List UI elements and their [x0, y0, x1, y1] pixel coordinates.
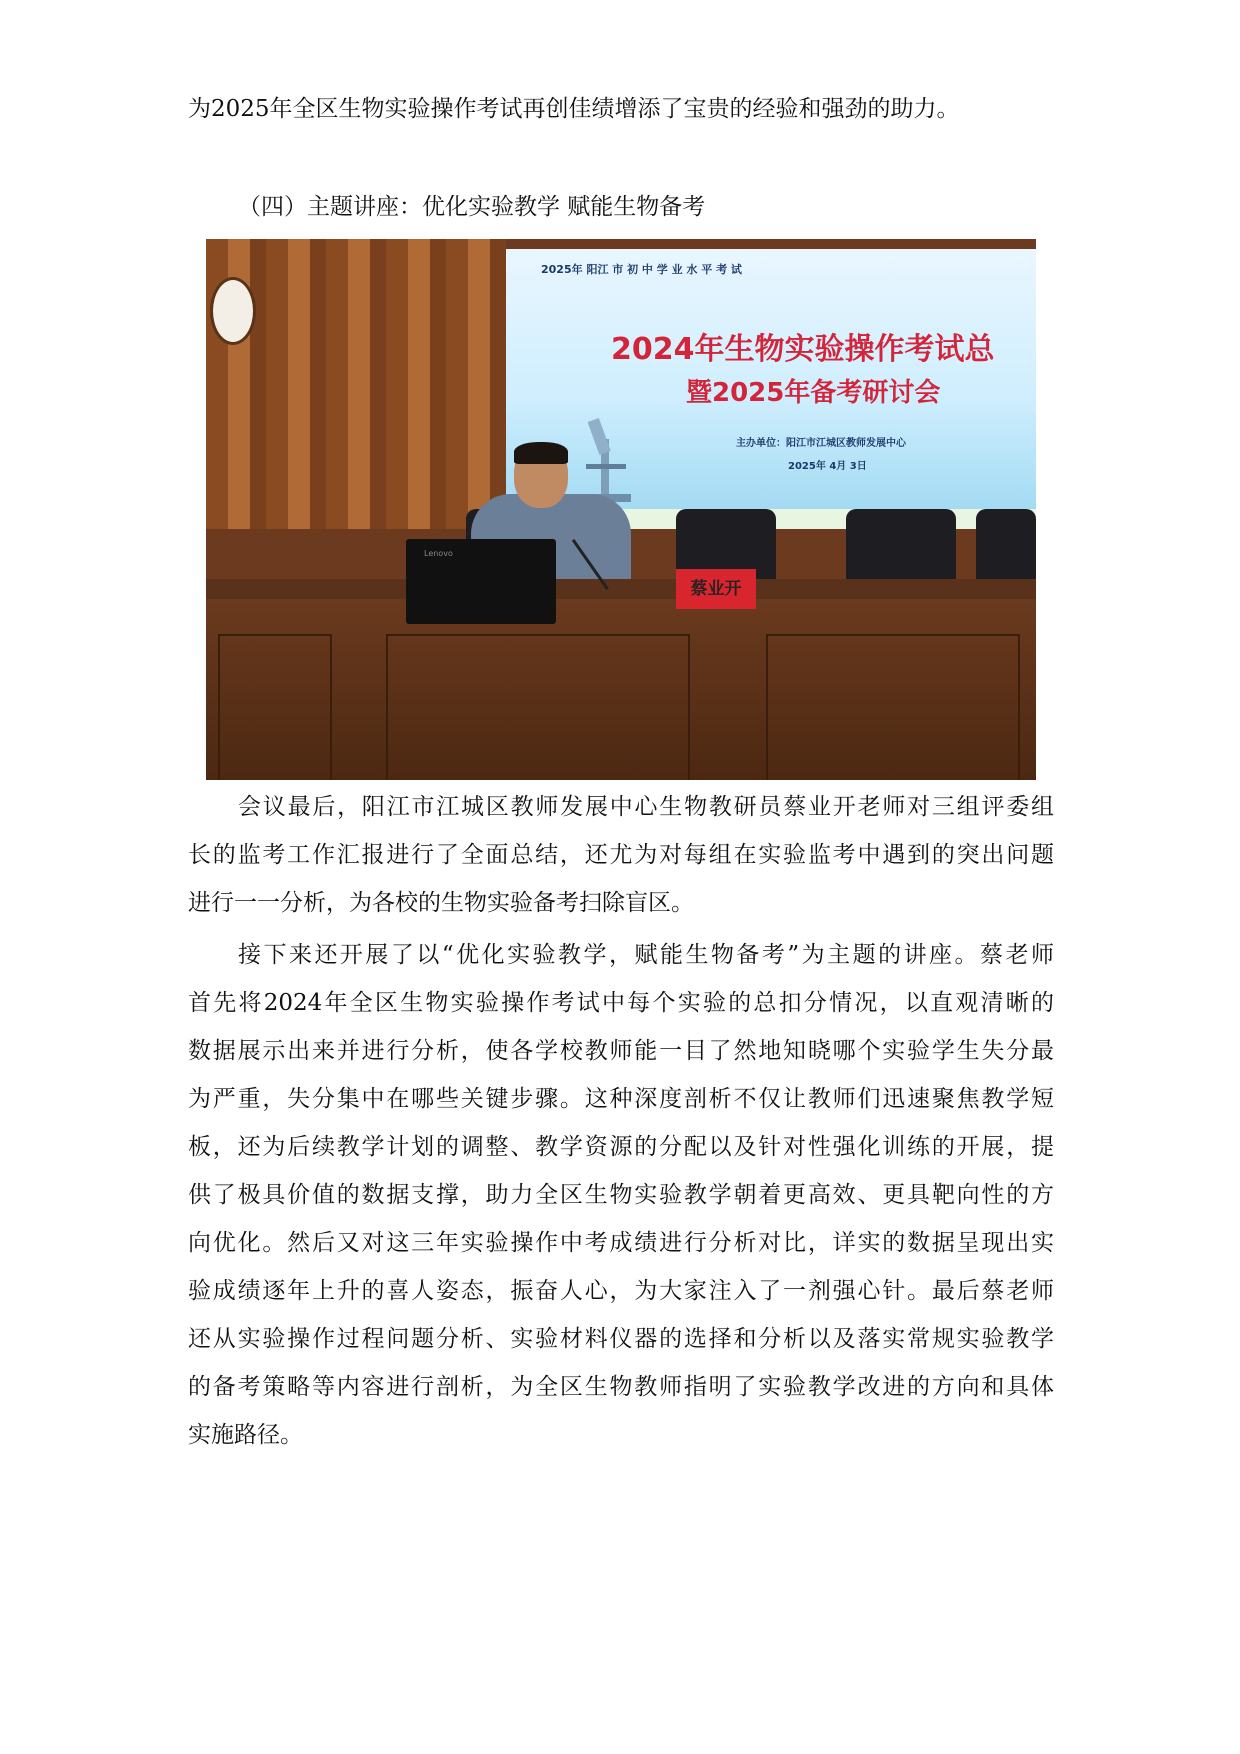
wood-wall: [206, 239, 506, 529]
paragraph2-line: 验成绩逐年上升的喜人姿态，振奋人心，为大家注入了一剂强心针。最后蔡老师: [188, 1278, 1054, 1304]
paragraph2-line: 数据展示出来并进行分析，使各学校教师能一目了然地知晓哪个实验学生失分最: [188, 1038, 1054, 1064]
paragraph1-line: 会议最后，阳江市江城区教师发展中心生物教研员蔡业开老师对三组评委组: [238, 794, 1054, 820]
paragraph2-line: 接下来还开展了以“优化实验教学，赋能生物备考”为主题的讲座。蔡老师: [238, 942, 1054, 968]
screen-date: 2025年 4月 3日: [788, 461, 867, 472]
screen-title-line2: 暨2025年备考研讨会: [686, 378, 941, 408]
lecture-photo: [206, 239, 1036, 780]
paragraph2-line: 实施路径。: [188, 1422, 303, 1448]
nameplate: 蔡业开: [676, 569, 756, 609]
screen-header: 2025年 阳江 市 初 中 学 业 水 平 考 试: [541, 263, 742, 276]
chair: [846, 509, 956, 589]
screen-host: 主办单位：阳江市江城区教师发展中心: [736, 438, 906, 449]
desk-panel: [218, 634, 332, 780]
section-heading: （四）主题讲座：优化实验教学 赋能生物备考: [238, 194, 706, 220]
microscope-icon: [571, 409, 641, 504]
paragraph1-line: 进行一一分析，为各校的生物实验备考扫除盲区。: [188, 890, 694, 916]
chair: [976, 509, 1036, 589]
laptop-brand: Lenovo: [424, 549, 453, 558]
desk-panel: [386, 634, 690, 780]
paragraph2-line: 供了极具价值的数据支撑，助力全区生物实验教学朝着更高效、更具靶向性的方: [188, 1182, 1054, 1208]
paragraph2-line: 的备考策略等内容进行剖析，为全区生物教师指明了实验教学改进的方向和具体: [188, 1374, 1054, 1400]
paragraph1-line: 长的监考工作汇报进行了全面总结，还尤为对每组在实验监考中遇到的突出问题: [188, 842, 1054, 868]
paragraph2-line: 向优化。然后又对这三年实验操作中考成绩进行分析对比，详实的数据呈现出实: [188, 1230, 1054, 1256]
paragraph2-line: 板，还为后续教学计划的调整、教学资源的分配以及针对性强化训练的开展，提: [188, 1134, 1054, 1160]
speaker-hair: [514, 442, 568, 464]
wall-clock: [210, 277, 256, 345]
paragraph2-line: 为严重，失分集中在哪些关键步骤。这种深度剖析不仅让教师们迅速聚焦教学短: [188, 1086, 1054, 1112]
paragraph-top-line: 为2025年全区生物实验操作考试再创佳绩增添了宝贵的经验和强劲的助力。: [188, 96, 960, 122]
paragraph2-line: 首先将2024年全区生物实验操作考试中每个实验的总扣分情况，以直观清晰的: [188, 990, 1054, 1016]
desk-panel: [766, 634, 1020, 780]
paragraph2-line: 还从实验操作过程问题分析、实验材料仪器的选择和分析以及落实常规实验教学: [188, 1326, 1054, 1352]
screen-title-line1: 2024年生物实验操作考试总: [611, 332, 995, 367]
